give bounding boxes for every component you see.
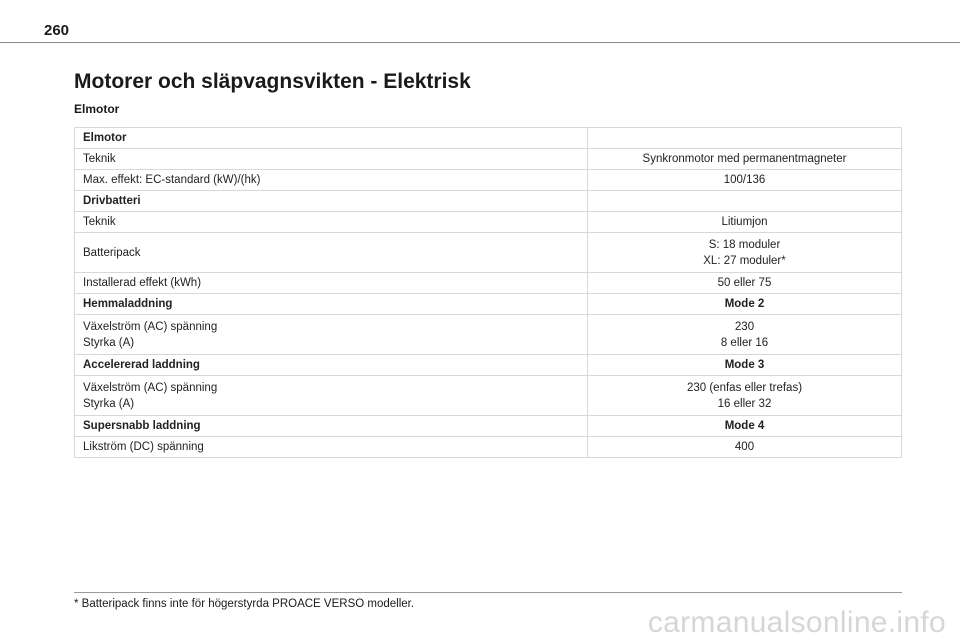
- section-value-cell: [588, 355, 902, 376]
- spec-label: Drivbatteri: [83, 195, 141, 207]
- section-value-cell: [588, 191, 902, 212]
- page-number: 260: [44, 22, 70, 39]
- spec-value: Mode 3: [724, 359, 765, 371]
- spec-value: Mode 2: [724, 298, 765, 310]
- table-row: [75, 315, 902, 355]
- spec-value-cell: [588, 315, 902, 355]
- section-value-cell: [588, 294, 902, 315]
- spec-value-cell: [588, 233, 902, 273]
- table-row: [75, 376, 902, 416]
- section-value-cell: [588, 128, 902, 149]
- spec-value: 400: [734, 441, 755, 453]
- spec-label: Accelererad laddning: [83, 359, 200, 371]
- spec-label-cell: [75, 212, 588, 233]
- section-label-cell: [75, 294, 588, 315]
- table-row: [75, 233, 902, 273]
- spec-value: Synkronmotor med permanentmagneter: [642, 153, 847, 165]
- spec-table-body: [75, 128, 902, 458]
- watermark: carmanualsonline.info: [647, 606, 946, 639]
- spec-label: Supersnabb laddning: [83, 420, 201, 432]
- spec-value: 100/136: [723, 174, 766, 186]
- table-section-row: [75, 294, 902, 315]
- table-row: [75, 170, 902, 191]
- spec-label-cell: [75, 376, 588, 416]
- spec-value: 16 eller 32: [717, 397, 772, 410]
- header-divider: [0, 42, 960, 43]
- table-row: [75, 273, 902, 294]
- spec-label: Växelström (AC) spänning: [83, 320, 218, 333]
- spec-label-cell: [75, 170, 588, 191]
- spec-label-cell: [75, 315, 588, 355]
- page-title: Motorer och släpvagnsvikten - Elektrisk: [74, 70, 471, 93]
- table-row: [75, 149, 902, 170]
- spec-value: 230 (enfas eller trefas): [686, 381, 803, 394]
- spec-value: XL: 27 moduler*: [703, 254, 786, 267]
- spec-value-cell: [588, 149, 902, 170]
- table-section-row: [75, 191, 902, 212]
- spec-label: Installerad effekt (kWh): [83, 277, 202, 289]
- footnote-divider: [74, 592, 902, 593]
- spec-value-cell: [588, 273, 902, 294]
- section-label-cell: [75, 128, 588, 149]
- section-label-cell: [75, 355, 588, 376]
- spec-label: Hemmaladdning: [83, 298, 173, 310]
- spec-label: Växelström (AC) spänning: [83, 381, 218, 394]
- spec-label: Teknik: [83, 216, 116, 228]
- spec-value: 8 eller 16: [720, 336, 769, 349]
- spec-label: Likström (DC) spänning: [83, 441, 204, 453]
- spec-value: 230: [734, 320, 755, 333]
- spec-value: Litiumjon: [721, 216, 768, 228]
- spec-value: Mode 4: [724, 420, 765, 432]
- spec-label-cell: [75, 149, 588, 170]
- spec-value: 50 eller 75: [717, 277, 772, 289]
- spec-label-cell: [75, 437, 588, 458]
- spec-value-cell: [588, 437, 902, 458]
- table-section-row: [75, 128, 902, 149]
- spec-label: Teknik: [83, 153, 116, 165]
- spec-value-cell: [588, 376, 902, 416]
- spec-label: Elmotor: [83, 132, 127, 144]
- spec-value: S: 18 moduler: [708, 238, 781, 251]
- section-subtitle: Elmotor: [74, 102, 120, 116]
- table-row: [75, 212, 902, 233]
- spec-table: [74, 127, 902, 458]
- section-label-cell: [75, 191, 588, 212]
- table-section-row: [75, 355, 902, 376]
- spec-label-cell: [75, 233, 588, 273]
- spec-label-cell: [75, 273, 588, 294]
- spec-label: Styrka (A): [83, 336, 135, 349]
- spec-label: Max. effekt: EC-standard (kW)/(hk): [83, 174, 261, 186]
- spec-label: Styrka (A): [83, 397, 135, 410]
- spec-value-cell: [588, 170, 902, 191]
- spec-value-cell: [588, 212, 902, 233]
- section-label-cell: [75, 416, 588, 437]
- section-value-cell: [588, 416, 902, 437]
- footnote: * Batteripack finns inte för högerstyrda PROACE VERSO modeller.: [74, 598, 415, 610]
- spec-label: Batteripack: [83, 246, 141, 259]
- table-section-row: [75, 416, 902, 437]
- table-row: [75, 437, 902, 458]
